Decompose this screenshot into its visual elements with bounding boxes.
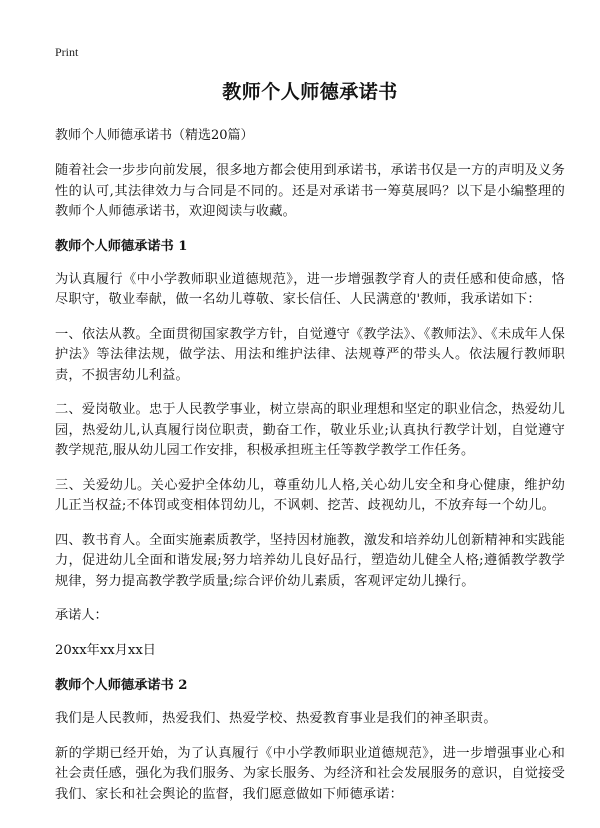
section-1-paragraph: 四、教书育人。全面实施素质教学，坚持因材施教，激发和培养幼儿创新精神和实践能力，促进幼儿全面和谐发展;努力培养幼儿良好品行，塑造幼儿健全人格;遵循教学教学规律，努力提高教学教学质量;综合评价幼儿素质，客观评定幼儿操行。 [55,532,565,589]
section-heading-2: 教师个人师德承诺书 2 [55,678,188,693]
document-subtitle: 教师个人师德承诺书（精选20篇） [55,128,254,143]
section-2-paragraph: 新的学期已经开始，为了认真履行《中小学教师职业道德规范》，进一步增强事业心和社会责任感，强化为我们服务、为家长服务、为经济和社会发展服务的意识，自觉接受我们、家长和社会舆论的监督，我们愿意做如下师德承诺： [55,745,565,802]
section-1-paragraph: 三、关爱幼儿。关心爱护全体幼儿，尊重幼儿人格,关心幼儿安全和身心健康，维护幼儿正当权益;不体罚或变相体罚幼儿，不讽刺、挖苦、歧视幼儿，不放弃每一个幼儿。 [55,477,565,513]
signature-date: 20xx年xx月xx日 [55,643,156,658]
section-2-paragraph: 我们是人民教师，热爱我们、热爱学校、热爱教育事业是我们的神圣职责。 [55,711,497,726]
section-heading-1: 教师个人师德承诺书 1 [55,238,188,254]
section-1-paragraph: 一、依法从教。全面贯彻国家教学方针，自觉遵守《教学法》、《教师法》、《未成年人保护法》等法律法规，做学法、用法和维护法律、法规尊严的带头人。依法履行教师职责，不损害幼儿利益。 [55,326,565,383]
document-page [55,44,565,819]
page-title: 教师个人师德承诺书 [222,81,398,103]
section-1-paragraph: 二、爱岗敬业。忠于人民教学事业，树立崇高的职业理想和坚定的职业信念，热爱幼儿园，热爱幼儿,认真履行岗位职责，勤奋工作，敬业乐业;认真执行教学计划，自觉遵守教学规范,服从幼儿园工作安排，积极承担班主任等教学教学工作任务。 [55,402,565,458]
intro-paragraph: 随着社会一步步向前发展，很多地方都会使用到承诺书，承诺书仅是一方的声明及义务性的认可,其法律效力与合同是不同的。还是对承诺书一筹莫展吗？以下是小编整理的教师个人师德承诺书，欢迎阅读与收藏。 [55,163,565,219]
section-1-paragraph: 为认真履行《中小学教师职业道德规范》，进一步增强教学育人的责任感和使命感，恪尽职守，敬业奉献，做一名幼儿尊敬、家长信任、人民满意的'教师，我承诺如下： [55,271,565,307]
print-link[interactable]: Print [55,45,79,59]
signer-label: 承诺人： [55,608,108,623]
